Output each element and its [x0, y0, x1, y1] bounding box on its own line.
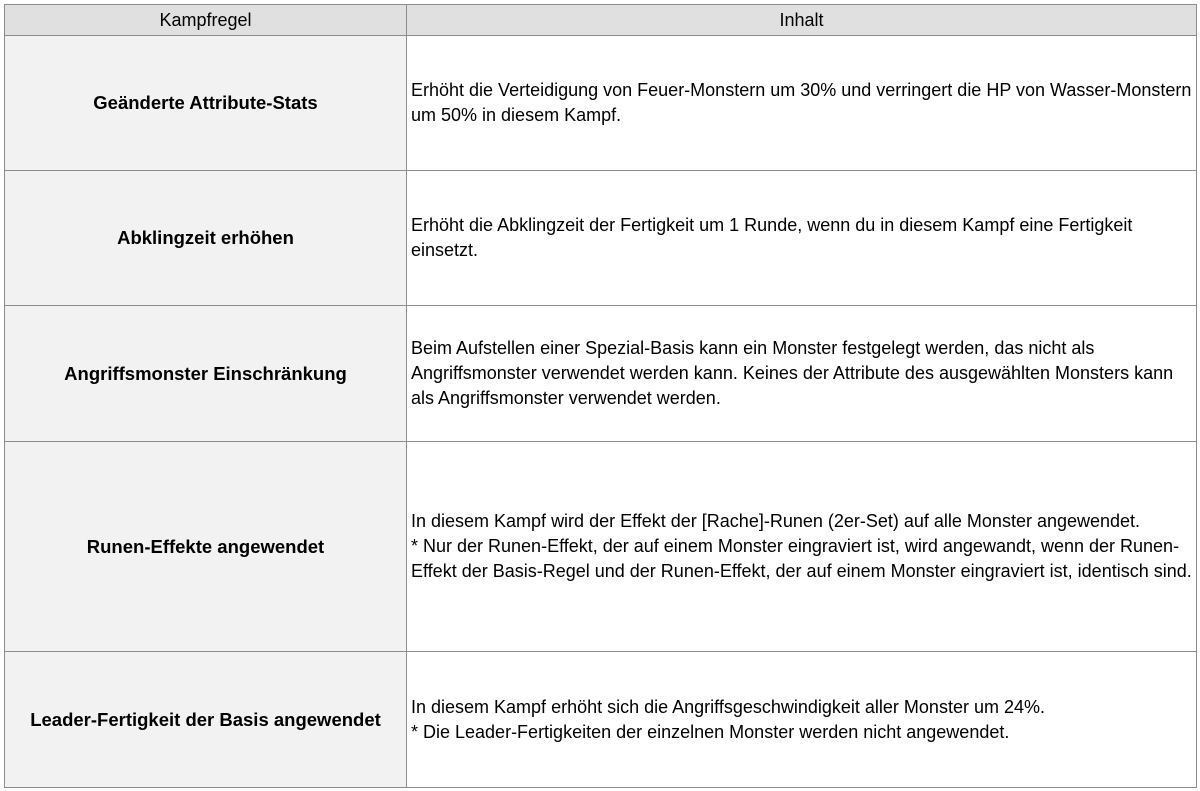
rule-content-cell	[407, 36, 1197, 171]
rule-content-cell	[407, 442, 1197, 652]
rule-content-text: Erhöht die Verteidigung von Feuer-Monstern um 30% und verringert die HP von Wasser-Monstern um 50% in diesem Kampf.	[411, 80, 1192, 125]
battle-rules-table	[4, 4, 1197, 788]
rule-content-note: * Nur der Runen-Effekt, der auf einem Monster eingraviert ist, wird angewandt, wenn der Runen-Effekt der Basis-Regel und der Runen-Effekt, der auf einem Monster eingraviert ist, identisch sind.	[411, 536, 1192, 581]
rule-name-cell: Runen-Effekte angewendet	[5, 442, 407, 652]
rule-content-cell	[407, 652, 1197, 788]
table-row	[5, 442, 1197, 652]
header-inhalt: Inhalt	[407, 5, 1197, 36]
rule-name-cell: Angriffsmonster Einschränkung	[5, 306, 407, 442]
rule-name-cell: Leader-Fertigkeit der Basis angewendet	[5, 652, 407, 788]
rule-content-text: In diesem Kampf erhöht sich die Angriffsgeschwindigkeit aller Monster um 24%.	[411, 696, 1045, 717]
table-row	[5, 306, 1197, 442]
header-kampfregel: Kampfregel	[5, 5, 407, 36]
rule-content-note: * Die Leader-Fertigkeiten der einzelnen Monster werden nicht angewendet.	[411, 721, 1010, 742]
header-row	[5, 5, 1197, 36]
rule-name-cell: Abklingzeit erhöhen	[5, 171, 407, 306]
rule-content-cell	[407, 171, 1197, 306]
table-row	[5, 652, 1197, 788]
rule-content-text: Erhöht die Abklingzeit der Fertigkeit um 1 Runde, wenn du in diesem Kampf eine Fertigkeit einsetzt.	[411, 215, 1133, 260]
table-header	[5, 5, 1197, 36]
table-row	[5, 171, 1197, 306]
rule-content-text: Beim Aufstellen einer Spezial-Basis kann ein Monster festgelegt werden, das nicht als Angriffsmonster verwendet werden kann. Keines der Attribute des ausgewählten Monsters kann als Angriffsmonster verwendet werden.	[411, 338, 1174, 408]
table-body	[5, 36, 1197, 788]
rule-content-cell	[407, 306, 1197, 442]
table-row	[5, 36, 1197, 171]
rule-name-cell: Geänderte Attribute-Stats	[5, 36, 407, 171]
rule-content-text: In diesem Kampf wird der Effekt der [Rache]-Runen (2er-Set) auf alle Monster angewendet.	[411, 511, 1141, 531]
